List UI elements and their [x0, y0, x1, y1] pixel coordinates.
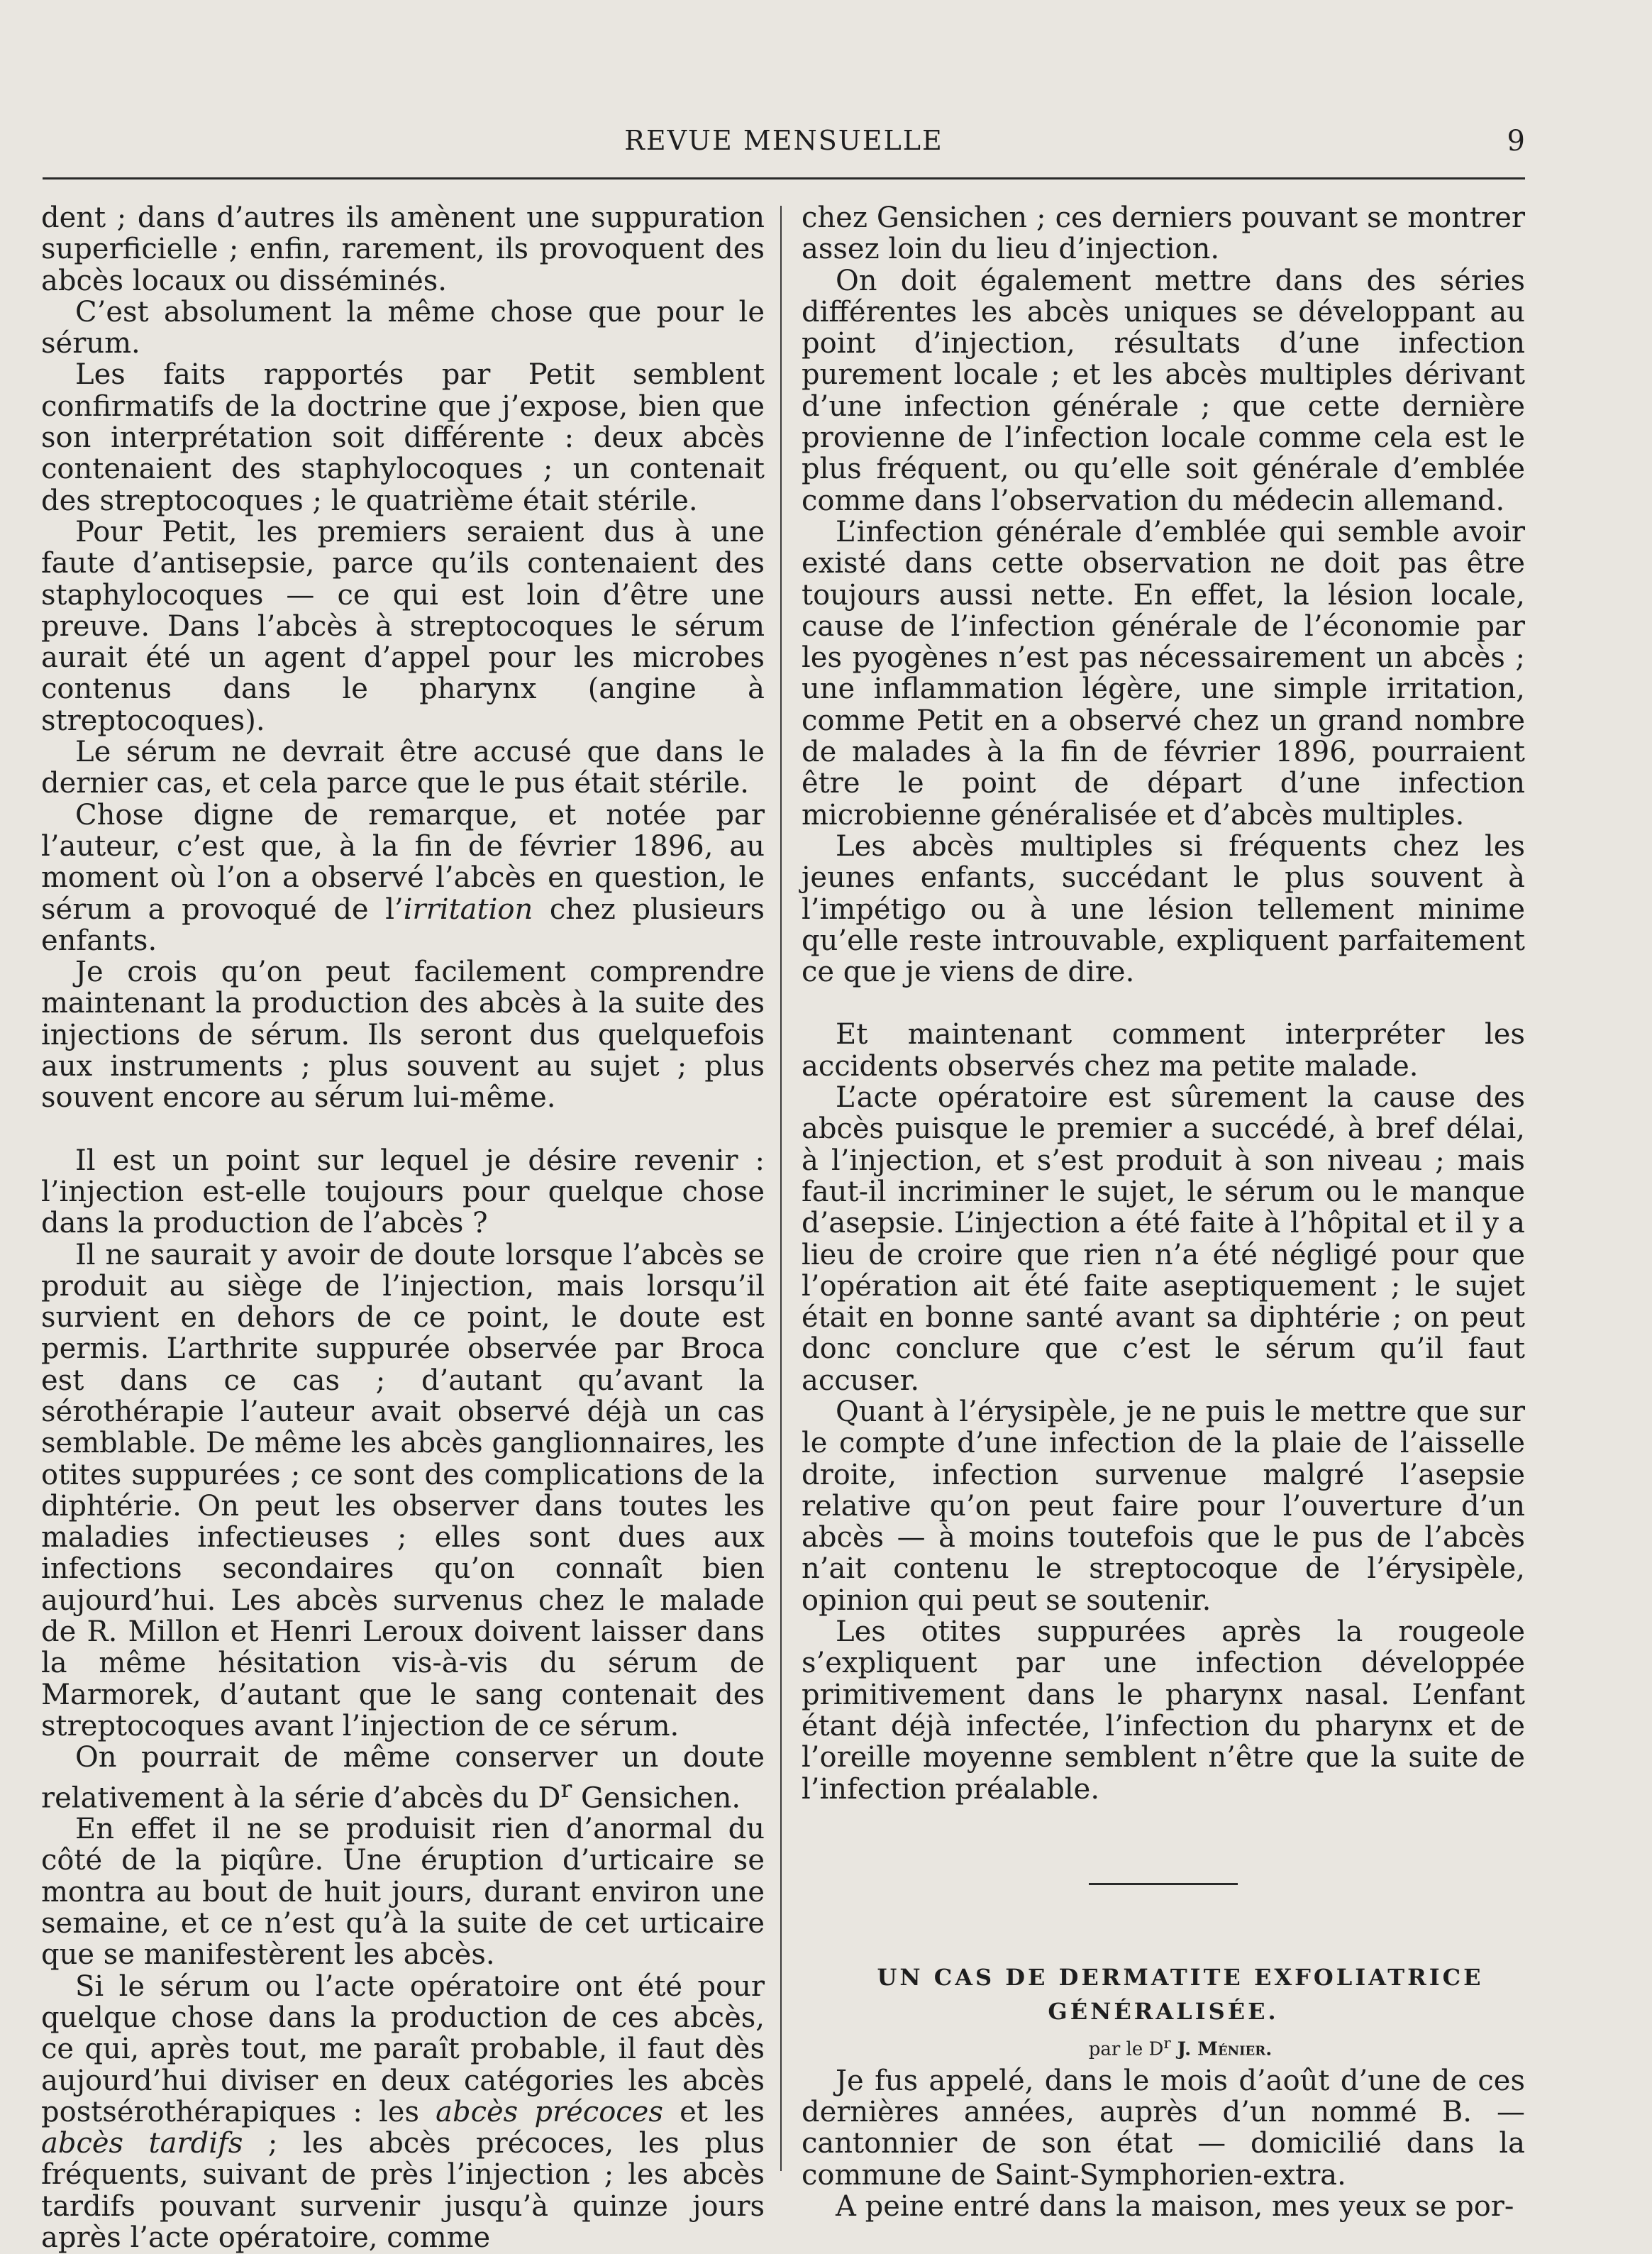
text-run: et les: [663, 2095, 765, 2128]
text-run: On pourrait de même conserver un doute relativement à la série d’abcès du D: [41, 1741, 765, 1814]
text-run: Gensichen.: [572, 1781, 741, 1814]
paragraph: A peine entré dans la maison, mes yeux se por-: [836, 2189, 1514, 2223]
article-title-line: GÉNÉRALISÉE.: [1048, 1997, 1279, 2025]
paragraph: Je crois qu’on peut facilement comprendre maintenant la production des abcès à la suite des injections de sérum. Ils seront dus quelquefois aux instruments ; plus souvent au sujet ; plus souvent encore au sérum lui-même.: [41, 956, 765, 1115]
paragraph: C’est absolument la même chose que pour le sérum.: [41, 295, 765, 360]
paragraph: Les abcès multiples si fréquents chez les jeunes enfants, succédant le plus souvent à l’impétigo ou à une lésion tellement minime qu’elle reste introuvable, expliquent parfaitement ce que je viens de dire.: [802, 829, 1525, 989]
paragraph: Quant à l’érysipèle, je ne puis le mettre que sur le compte d’une infection de la plaie de l’aisselle droite, infection survenue malgré l’asepsie relative qu’on peut faire pour l’ouverture d’un abcès — à moins toutefois que le pus de l’abcès n’ait contenu le streptocoque de l’érysipèle, opinion qui peut se soutenir.: [802, 1395, 1525, 1617]
paragraph: Le sérum ne devrait être accusé que dans le dernier cas, et cela parce que le pus était stérile.: [41, 736, 765, 800]
column-divider: [780, 206, 782, 2171]
paragraph: On doit également mettre dans des séries différentes les abcès uniques se développant au point d’injection, résultats d’une infection purement locale ; et les abcès multiples dérivant d’une infection générale ; que cette dernière provienne de l’infection locale comme cela est le plus fréquent, ou qu’elle soit générale d’emblée comme dans l’observation du médecin allemand.: [802, 264, 1525, 517]
text-run: Chose digne de remarque, et notée par l’auteur, c’est que, à la fin de février 1896, au moment où l’on a observé l’abcès en question, le sérum a provoqué de l’: [41, 798, 765, 926]
article-byline: [802, 2028, 1525, 2065]
paragraph: Il est un point sur lequel je désire revenir : l’injection est-elle toujours pour quelque chose dans la production de l’abcès ?: [41, 1144, 765, 1240]
article-separator: [1089, 1883, 1238, 1885]
byline-author: J. Ménier.: [1170, 2038, 1273, 2060]
paragraph: Il ne saurait y avoir de doute lorsque l’abcès se produit au siège de l’injection, mais lorsqu’il survient en dehors de ce point, le doute est permis. L’arthrite suppurée observée par Broca est dans ce cas ; d’autant qu’avant la sérothérapie l’auteur avait observé déjà un cas semblable. De même les abcès ganglionnaires, les otites suppurées ; ce sont des complications de la diphtérie. On peut les observer dans toutes les maladies infectieuses ; elles sont dues aux infections secondaires qu’on connaît bien aujourd’hui. Les abcès survenus chez le malade de R. Millon et Henri Leroux doivent laisser dans la même hésitation vis-à-vis du sérum de Marmorek, d’autant que le sang contenait des streptocoques avant l’injection de ce sérum.: [41, 1238, 765, 1742]
text-run: Si le sérum ou l’acte opératoire ont été pour quelque chose dans la production de ces abcès, ce qui, après tout, me paraît probable, il faut dès aujourd’hui diviser en deux catégories les abcès postsérothérapiques : les: [41, 1970, 765, 2128]
text-run: chez plusieurs enfants.: [41, 893, 765, 957]
byline-prefix: par le D: [1088, 2038, 1164, 2060]
paragraph: Je fus appelé, dans le mois d’août d’une de ces dernières années, auprès d’un nommé B. — cantonnier de son état — domicilié dans la commune de Saint-Symphorien-extra.: [802, 2064, 1525, 2192]
page-number: 9: [1507, 125, 1525, 158]
paragraph: Les faits rapportés par Petit semblent confirmatifs de la doctrine que j’expose, bien que son interprétation soit différente : deux abcès contenaient des staphylocoques ; un contenait des streptocoques ; le quatrième était stérile.: [41, 358, 765, 517]
running-title: REVUE MENSUELLE: [624, 125, 943, 156]
paragraph: [41, 800, 765, 956]
italic-term: irritation: [403, 893, 533, 926]
superscript: r: [1163, 2034, 1171, 2053]
left-column: [41, 202, 765, 2253]
paragraph: Les otites suppurées après la rougeole s’expliquent par une infection développée primitivement dans le pharynx nasal. L’enfant étant déjà infectée, l’infection du pharynx et de l’oreille moyenne semblent n’être que la suite de l’infection préalable.: [802, 1615, 1525, 1806]
paragraph: Pour Petit, les premiers seraient dus à une faute d’antisepsie, parce qu’ils contenaient des staphylocoques — ce qui est loin d’être une preuve. Dans l’abcès à streptocoques le sérum aurait été un agent d’appel pour les microbes contenus dans le pharynx (angine à streptocoques).: [41, 515, 765, 737]
paragraph: [41, 1971, 765, 2254]
paragraph: En effet il ne se produisit rien d’anormal du côté de la piqûre. Une éruption d’urticaire se montra au bout de huit jours, durant environ une semaine, et ce n’est qu’à la suite de cet urticaire que se manifestèrent les abcès.: [41, 1813, 765, 1972]
italic-term: abcès précoces: [436, 2095, 663, 2128]
header-rule: [43, 177, 1525, 179]
paragraph: L’infection générale d’emblée qui semble avoir existé dans cette observation ne doit pas être toujours aussi nette. En effet, la lésion locale, cause de l’infection générale de l’économie par les pyogènes n’est pas nécessairement un abcès ; une inflammation légère, une simple irritation, comme Petit en a observé chez un grand nombre de malades à la fin de février 1896, pourraient être le point de départ d’une infection microbienne généralisée et d’abcès multiples.: [802, 515, 1525, 832]
paragraph: L’acte opératoire est sûrement la cause des abcès puisque le premier a succédé, à bref délai, à l’injection, et s’est produit à son niveau ; mais faut-il incriminer le sujet, le sérum ou le manque d’asepsie. L’injection a été faite à l’hôpital et il y a lieu de croire que rien n’a été négligé pour que l’opération ait été faite aseptiquement ; le sujet était en bonne santé avant sa diphtérie ; on peut donc conclure que c’est le sérum qu’il faut accuser.: [802, 1081, 1525, 1397]
article-title-line: UN CAS DE DERMATITE EXFOLIATRICE: [877, 1963, 1484, 1991]
superscript: r: [560, 1774, 572, 1803]
italic-term: abcès tardifs: [41, 2127, 243, 2160]
paragraph: [41, 1742, 765, 1813]
paragraph: Et maintenant comment interpréter les accidents observés chez ma petite malade.: [802, 1018, 1525, 1083]
paragraph: dent ; dans d’autres ils amènent une suppuration superficielle ; enfin, rarement, ils provoquent des abcès locaux ou disséminés.: [41, 201, 765, 297]
text-run: ; les abcès précoces, les plus fréquents, suivant de près l’injection ; les abcès tardifs pouvant survenir jusqu’à quinze jours après l’acte opératoire, comme: [41, 2127, 765, 2254]
paragraph: chez Gensichen ; ces derniers pouvant se montrer assez loin du lieu d’injection.: [802, 201, 1525, 266]
article-title: [802, 1960, 1525, 2028]
right-column: [802, 202, 1525, 2222]
running-header: [43, 121, 1525, 163]
